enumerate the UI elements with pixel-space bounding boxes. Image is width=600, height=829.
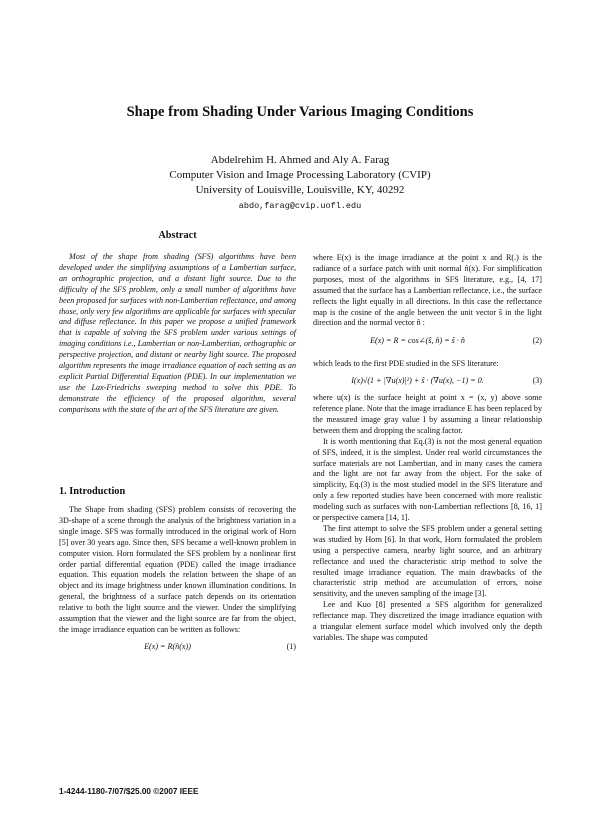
equation-2-number: (2) (532, 336, 542, 346)
right-paragraph-4: It is worth mentioning that Eq.(3) is not the most general equation of SFS, indeed, it is the simplest. Under real world circumstances the surface materials are not Lambertian, and in many cases the camera and the light are not far away from the object. For the sake of simplicity, Eq.(3) is the most studied model in the SFS literature and only a few reported studies have been concerned with more realistic modeling such as surfaces with non-Lambertian reflections [8, 16, 1] or perspective camera [14, 1]. (313, 436, 542, 523)
author-email: abdo,farag@cvip.uofl.edu (238, 201, 362, 211)
right-column (313, 253, 542, 644)
author-block (0, 153, 600, 214)
intro-body (59, 505, 296, 653)
author-lab: Computer Vision and Image Processing Laboratory (CVIP) (169, 169, 431, 181)
right-paragraph-6: Lee and Kuo [8] presented a SFS algorithm for generalized reflectance map. They discretized the image irradiance equation with a triangular element surface model which involved only the depth variables. The shape was computed (313, 600, 542, 642)
paper-title: Shape from Shading Under Various Imaging Conditions (126, 104, 474, 120)
right-paragraph-2: which leads to the first PDE studied in the SFS literature: (313, 359, 499, 369)
copyright-footer: 1-4244-1180-7/07/$25.00 ©2007 IEEE (59, 787, 199, 796)
right-paragraph-1: where E(x) is the image irradiance at the point x and R(.) is the radiance of a surface patch with unit normal n̂(x). For simplification purposes, most of the algorithms in SFS literature, e.g., [4, 17] assumed that the surface has a Lambertian reflectance, i.e., the surface reflects the light equally in all directions. In this case the reflectance map is the cosine of the angle between the unit vector ŝ in the light direction and the normal vector n̂ : (313, 253, 542, 328)
author-names: Abdelrehim H. Ahmed and Aly A. Farag (210, 154, 390, 166)
abstract-text: Most of the shape from shading (SFS) algorithms have been developed under the simplifying assumptions of a Lambertian surface, an orthographic projection, and a distant light source. Due to the difficulty of the SFS problem, only a small number of algorithms have been proposed for surfaces with non-Lambertian reflectance, and among those, only very few algorithms are applicable for surfaces with specular and diffuse reflectance. In this paper we propose a unified framework that is capable of solving the SFS problem under various settings of imaging conditions i.e., Lambertian or non-Lambertian, orthographic or perspective projection, and distant or nearby light source. The proposed algorithm represents the image irradiance equation of each setting as an explicit Partial Differential Equation (PDE). In our implementation we use the Lax-Friedrichs sweeping method to solve this PDE. To demonstrate the efficiency of the proposed algorithm, several comparisons with the state of the art of the SFS literature are given. (59, 252, 296, 414)
equation-3-expr: I(x)√(1 + |∇u(x)|²) + ŝ · (∇u(x), −1) = 0. (351, 376, 484, 386)
right-paragraph-3: where u(x) is the surface height at point x = (x, y) above some reference plane. Note that the image irradiance E has been replaced by the measured image gray value I by assuming a linear relationship between them and dropping the scaling factor. (313, 393, 542, 435)
author-university: University of Louisville, Louisville, KY, 40292 (195, 184, 405, 196)
equation-1-expr: E(x) = R(n̂(x)) (144, 641, 191, 651)
equation-1 (59, 642, 296, 653)
abstract-heading: Abstract (158, 230, 197, 241)
equation-2 (313, 336, 542, 347)
equation-2-expr: E(x) = R = cos∠(ŝ, n̂) = ŝ · n̂ (370, 336, 465, 346)
right-paragraph-5: The first attempt to solve the SFS problem under a general setting was studied by Horn [6]. In that work, Horn formulated the problem using a perspective camera, nearby light source, and an arbitrary reflectance and used the characteristic strip method to solve the resulted image irradiance equation. The main drawbacks of the characteristic strip method are accumulation of errors, noise sensitivity, and the uneven sampling of the image [3]. (313, 523, 542, 599)
equation-3 (313, 376, 542, 387)
equation-3-number: (3) (532, 376, 542, 386)
intro-paragraph: The Shape from shading (SFS) problem consists of recovering the 3D-shape of a scene through the analysis of the brightness variation in a single image. SFS was formally introduced in the original work of Horn [5] over 30 years ago. Since then, SFS became a well-known problem in computer vision. Horn formulated the SFS problem by a nonlinear first order partial differential equation (PDE) called the image irradiance equation. This equation models the relation between the shape of an object and its image brightness under known illumination conditions. In general, the brightness of a surface patch depends on its orientation relative to both the light source and the viewer. Under the simplifying assumption that the viewer and the light source are far from the object, the image irradiance equation can be written as follows: (59, 505, 296, 634)
equation-1-number: (1) (286, 641, 296, 651)
intro-heading: 1. Introduction (59, 486, 126, 497)
